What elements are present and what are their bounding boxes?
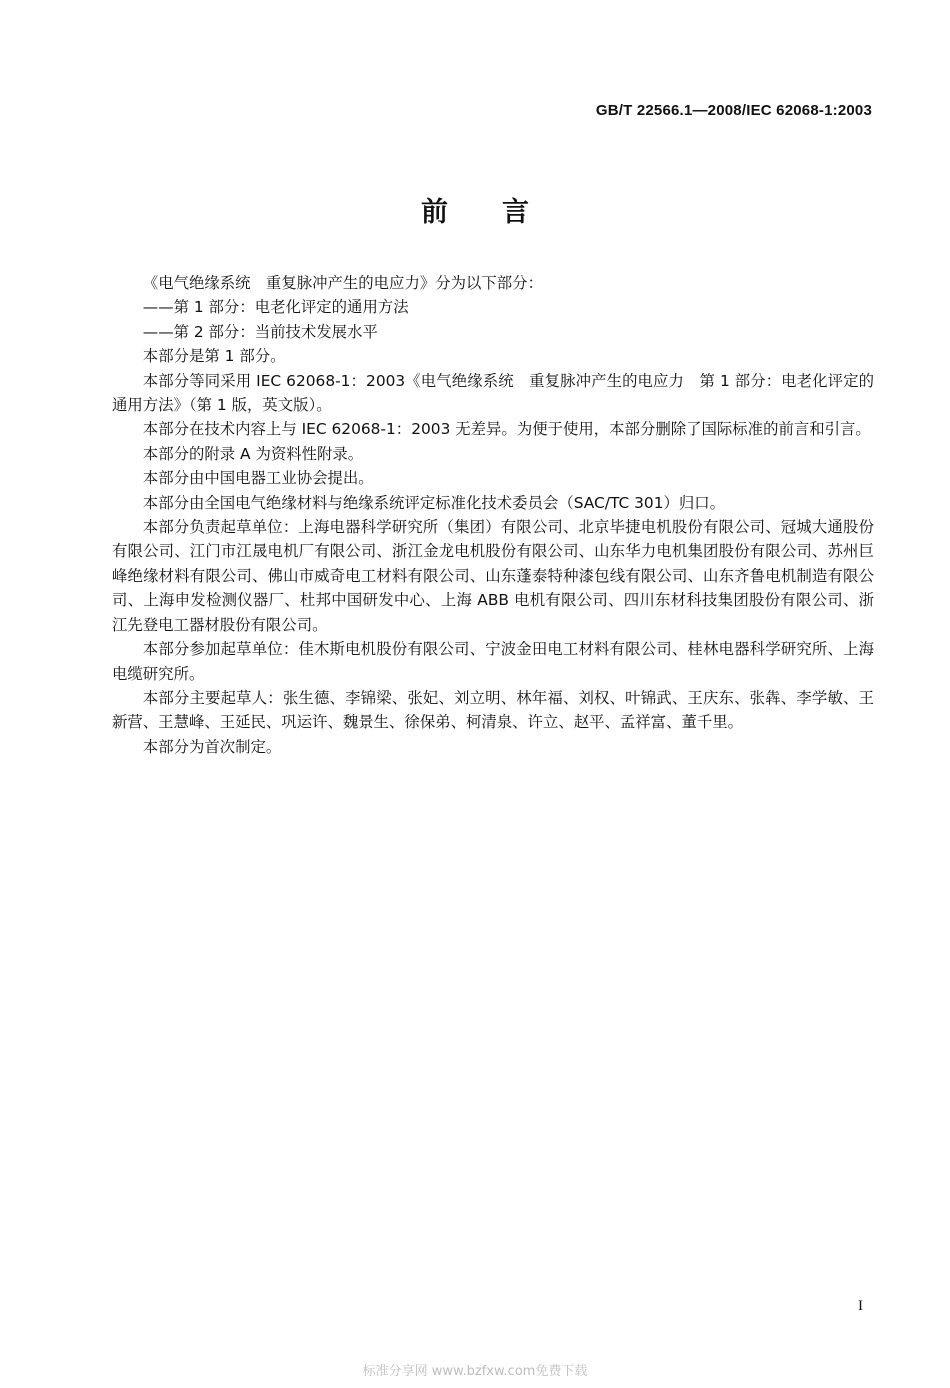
paragraph: 本部分是第 1 部分。 xyxy=(142,347,286,366)
title-char-1: 前 xyxy=(421,197,448,228)
title-char-2: 言 xyxy=(502,197,529,228)
paragraph: 《电气绝缘系统 重复脉冲产生的电应力》分为以下部分： xyxy=(142,274,543,292)
watermark-text: 标准分享网 www.bzfxw.com免费下载 xyxy=(362,1364,588,1379)
paragraph: 本部分的附录 A 为资料性附录。 xyxy=(142,444,364,463)
page-title xyxy=(0,190,950,229)
standard-code-header: GB/T 22566.1—2008/IEC 62068-1:2003 xyxy=(595,102,872,119)
list-item: ——第 2 部分：当前技术发展水平 xyxy=(142,322,378,341)
foreword-body xyxy=(112,271,874,759)
paragraph: 本部分负责起草单位：上海电器科学研究所（集团）有限公司、北京毕捷电机股份有限公司、冠城大通股份有限公司、江门市江晟电机厂有限公司、浙江金龙电机股份有限公司、山东华力电机集团股份有限公司、苏州巨峰绝缘材料有限公司、佛山市威奇电工材料有限公司、山东蓬泰特种漆包线有限公司、山东齐鲁电机制造有限公司、上海申发检测仪器厂、杜邦中国研发中心、上海 ABB 电机有限公司、四川东材科技集团股份有限公司、浙江先登电工器材股份有限公司。 xyxy=(112,518,874,634)
paragraph: 本部分等同采用 IEC 62068-1：2003《电气绝缘系统 重复脉冲产生的电应力 第 1 部分：电老化评定的通用方法》（第 1 版，英文版）。 xyxy=(112,371,874,415)
paragraph: 本部分参加起草单位：佳木斯电机股份有限公司、宁波金田电工材料有限公司、桂林电器科学研究所、上海电缆研究所。 xyxy=(112,640,874,683)
paragraph: 本部分为首次制定。 xyxy=(142,737,282,756)
paragraph: 本部分主要起草人：张生德、李锦梁、张妃、刘立明、林年福、刘权、叶锦武、王庆东、张犇、李学敏、王新营、王慧峰、王延民、巩运许、魏景生、徐保弟、柯清泉、许立、赵平、孟祥富、董千里。 xyxy=(112,688,874,732)
paragraph: 本部分在技术内容上与 IEC 62068-1：2003 无差异。为便于使用，本部分删除了国际标准的前言和引言。 xyxy=(142,420,871,439)
list-item: ——第 1 部分：电老化评定的通用方法 xyxy=(142,298,409,317)
page-number: I xyxy=(858,1298,863,1314)
paragraph: 本部分由中国电器工业协会提出。 xyxy=(142,469,374,488)
paragraph: 本部分由全国电气绝缘材料与绝缘系统评定标准化技术委员会（SAC/TC 301）归口。 xyxy=(142,493,726,512)
